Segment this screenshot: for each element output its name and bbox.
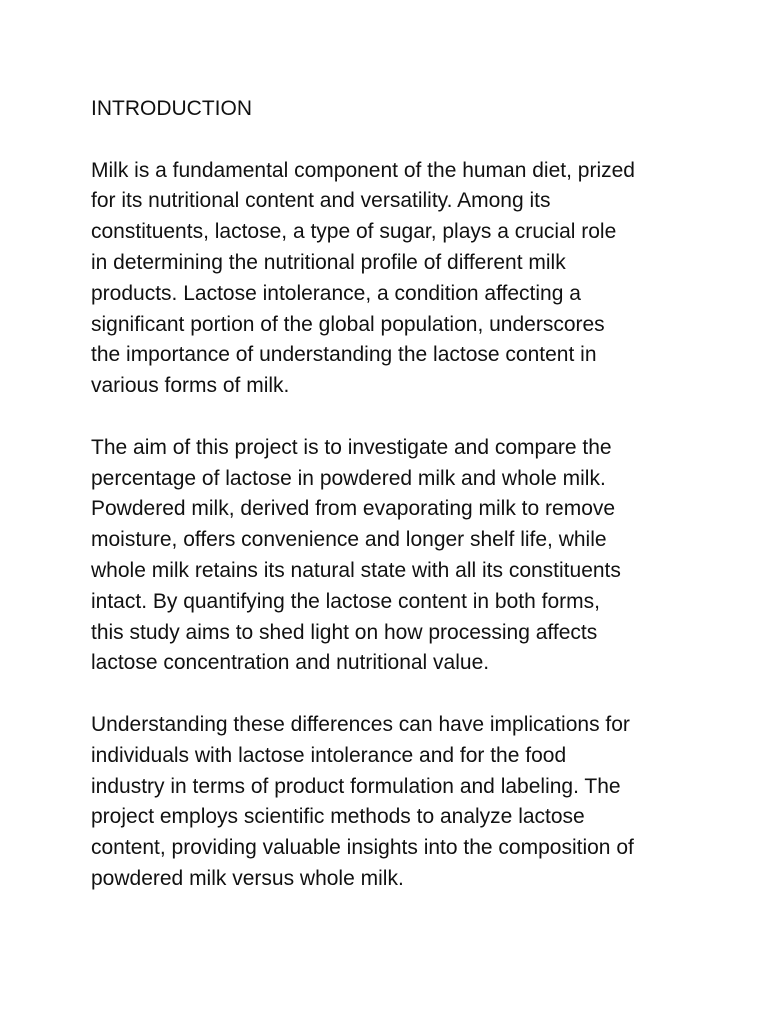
- paragraph-2: [91, 433, 691, 679]
- paragraph-line: significant portion of the global population, underscores: [91, 312, 605, 336]
- paragraph-line: the importance of understanding the lactose content in: [91, 343, 597, 367]
- paragraph-line: individuals with lactose intolerance and for the food: [91, 743, 567, 767]
- paragraph-line: Understanding these differences can have implications for: [91, 712, 630, 736]
- document-body: [91, 94, 691, 895]
- paragraph-line: products. Lactose intolerance, a condition affecting a: [91, 281, 581, 305]
- paragraph-line: for its nutritional content and versatility. Among its: [91, 189, 551, 213]
- paragraph-line: powdered milk versus whole milk.: [91, 866, 404, 890]
- paragraph-line: various forms of milk.: [91, 374, 290, 398]
- paragraph-line: moisture, offers convenience and longer shelf life, while: [91, 528, 607, 552]
- paragraph-3: [91, 710, 691, 895]
- paragraph-line: industry in terms of product formulation and labeling. The: [91, 774, 621, 798]
- paragraph-1: [91, 156, 691, 402]
- paragraph-line: intact. By quantifying the lactose content in both forms,: [91, 589, 600, 613]
- paragraph-line: The aim of this project is to investigate and compare the: [91, 435, 612, 459]
- paragraph-line: this study aims to shed light on how processing affects: [91, 620, 598, 644]
- paragraph-line: project employs scientific methods to analyze lactose: [91, 805, 585, 829]
- section-heading: INTRODUCTION: [91, 97, 252, 120]
- paragraph-line: Powdered milk, derived from evaporating milk to remove: [91, 497, 616, 521]
- paragraph-line: Milk is a fundamental component of the human diet, prized: [91, 158, 635, 182]
- paragraph-line: whole milk retains its natural state with all its constituents: [91, 558, 621, 582]
- paragraph-line: lactose concentration and nutritional value.: [91, 651, 490, 675]
- paragraph-line: in determining the nutritional profile of different milk: [91, 250, 566, 274]
- paragraph-line: percentage of lactose in powdered milk and whole milk.: [91, 466, 606, 490]
- paragraph-line: constituents, lactose, a type of sugar, plays a crucial role: [91, 220, 617, 244]
- paragraph-line: content, providing valuable insights into the composition of: [91, 836, 634, 860]
